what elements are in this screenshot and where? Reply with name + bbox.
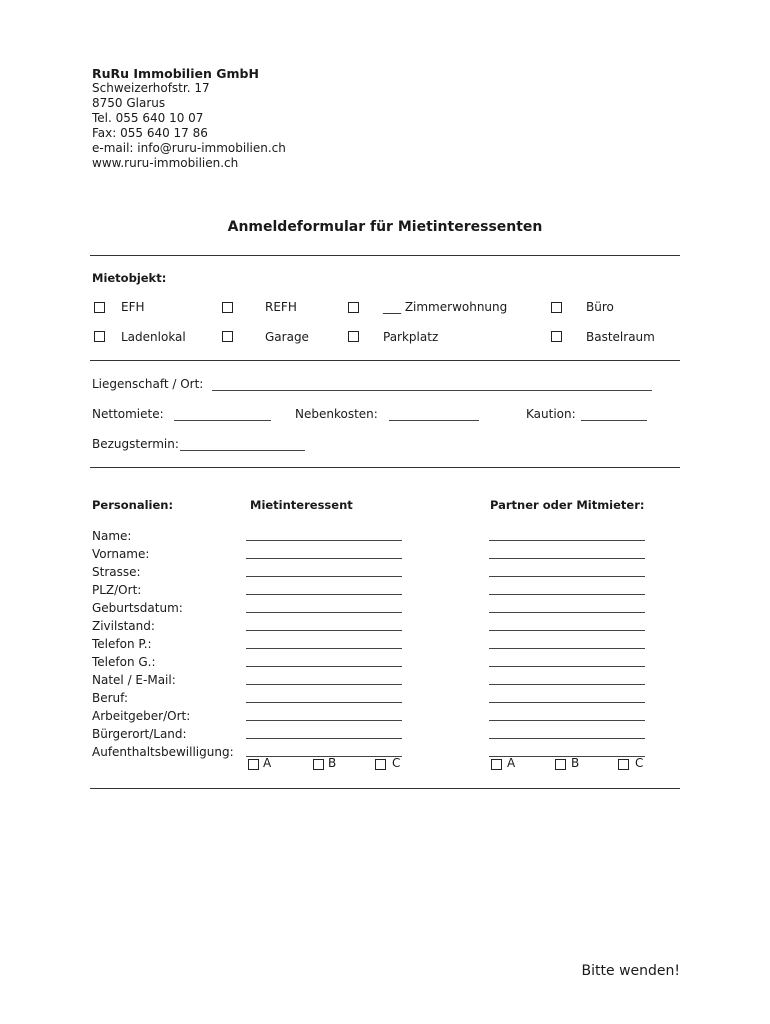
option-garage: Garage [265, 330, 309, 344]
personalien-field-labels [92, 527, 234, 761]
mietinteressent-permit-c-checkbox[interactable] [375, 759, 386, 770]
mietobjekt-label: Mietobjekt: [92, 271, 167, 285]
partner-natel-field[interactable] [489, 684, 645, 685]
option-bastelraum: Bastelraum [586, 330, 655, 344]
mietinteressent-buergerort-field[interactable] [246, 738, 402, 739]
mietinteressent-beruf-field[interactable] [246, 702, 402, 703]
liegenschaft-label: Liegenschaft / Ort: [92, 377, 204, 391]
kaution-label: Kaution: [526, 407, 576, 421]
bezugstermin-field[interactable] [180, 450, 305, 451]
divider-top [90, 255, 680, 256]
mietinteressent-permit-b-checkbox[interactable] [313, 759, 324, 770]
field-label-buergerort: Bürgerort/Land: [92, 727, 187, 741]
nebenkosten-field[interactable] [389, 420, 479, 421]
mietinteressent-vorname-field[interactable] [246, 558, 402, 559]
company-email: e-mail: info@ruru-immobilien.ch [92, 141, 286, 155]
option-buero: Büro [586, 300, 614, 314]
field-label-name: Name: [92, 529, 132, 543]
partner-strasse-field[interactable] [489, 576, 645, 577]
checkbox-refh[interactable] [222, 302, 233, 313]
nettomiete-field[interactable] [174, 420, 271, 421]
partner-arbeitgeber-field[interactable] [489, 720, 645, 721]
option-ladenlokal: Ladenlokal [121, 330, 186, 344]
checkbox-bastelraum[interactable] [551, 331, 562, 342]
mietinteressent-permit-c-label: C [392, 756, 401, 770]
mietinteressent-permit-a-label: A [263, 756, 272, 770]
checkbox-parkplatz[interactable] [348, 331, 359, 342]
mietinteressent-plz-ort-field[interactable] [246, 594, 402, 595]
field-label-telefon-p: Telefon P.: [92, 637, 152, 651]
company-tel: Tel. 055 640 10 07 [92, 111, 204, 125]
nebenkosten-label: Nebenkosten: [295, 407, 378, 421]
partner-permit-b-label: B [571, 756, 580, 770]
company-city: 8750 Glarus [92, 96, 166, 110]
mietinteressent-name-field[interactable] [246, 540, 402, 541]
partner-vorname-field[interactable] [489, 558, 645, 559]
option-zimmerwohnung: ___ Zimmerwohnung [383, 300, 508, 314]
checkbox-garage[interactable] [222, 331, 233, 342]
partner-buergerort-field[interactable] [489, 738, 645, 739]
company-web: www.ruru-immobilien.ch [92, 156, 239, 170]
partner-telefon-g-field[interactable] [489, 666, 645, 667]
kaution-field[interactable] [581, 420, 647, 421]
mietinteressent-header: Mietinteressent [250, 498, 353, 512]
divider-personalien [90, 788, 680, 789]
option-efh: EFH [121, 300, 145, 314]
partner-permit-a-checkbox[interactable] [491, 759, 502, 770]
partner-permit-c-label: C [635, 756, 644, 770]
partner-beruf-field[interactable] [489, 702, 645, 703]
field-label-beruf: Beruf: [92, 691, 128, 705]
company-fax: Fax: 055 640 17 86 [92, 126, 208, 140]
field-label-geburtsdatum: Geburtsdatum: [92, 601, 183, 615]
field-label-arbeitgeber: Arbeitgeber/Ort: [92, 709, 191, 723]
checkbox-zimmerwohnung[interactable] [348, 302, 359, 313]
liegenschaft-field[interactable] [212, 390, 652, 391]
mietinteressent-permit-a-checkbox[interactable] [248, 759, 259, 770]
field-label-natel-email: Natel / E-Mail: [92, 673, 176, 687]
nettomiete-label: Nettomiete: [92, 407, 164, 421]
mietinteressent-telefon-p-field[interactable] [246, 648, 402, 649]
partner-plz-ort-field[interactable] [489, 594, 645, 595]
form-title: Anmeldeformular für Mietinteressenten [227, 219, 543, 235]
company-street: Schweizerhofstr. 17 [92, 81, 210, 95]
partner-permit-c-checkbox[interactable] [618, 759, 629, 770]
checkbox-ladenlokal[interactable] [94, 331, 105, 342]
partner-name-field[interactable] [489, 540, 645, 541]
option-parkplatz: Parkplatz [383, 330, 439, 344]
field-label-vorname: Vorname: [92, 547, 150, 561]
mietinteressent-arbeitgeber-field[interactable] [246, 720, 402, 721]
field-label-zivilstand: Zivilstand: [92, 619, 155, 633]
option-refh: REFH [265, 300, 297, 314]
company-address [92, 66, 286, 171]
company-name: RuRu Immobilien GmbH [92, 66, 259, 81]
divider-details [90, 467, 680, 468]
checkbox-efh[interactable] [94, 302, 105, 313]
partner-permit-a-label: A [507, 756, 516, 770]
footer-note: Bitte wenden! [581, 963, 680, 979]
mietinteressent-permit-b-label: B [328, 756, 337, 770]
field-label-strasse: Strasse: [92, 565, 141, 579]
personalien-label: Personalien: [92, 498, 174, 512]
partner-zivilstand-field[interactable] [489, 630, 645, 631]
field-label-plz-ort: PLZ/Ort: [92, 583, 142, 597]
partner-geburtsdatum-field[interactable] [489, 612, 645, 613]
mietinteressent-geburtsdatum-field[interactable] [246, 612, 402, 613]
bezugstermin-label: Bezugstermin: [92, 437, 179, 451]
partner-telefon-p-field[interactable] [489, 648, 645, 649]
field-label-telefon-g: Telefon G.: [92, 655, 156, 669]
mietinteressent-strasse-field[interactable] [246, 576, 402, 577]
divider-mietobjekt [90, 360, 680, 361]
checkbox-buero[interactable] [551, 302, 562, 313]
field-label-aufenthaltsbewilligung: Aufenthaltsbewilligung: [92, 745, 234, 759]
partner-permit-b-checkbox[interactable] [555, 759, 566, 770]
mietinteressent-zivilstand-field[interactable] [246, 630, 402, 631]
partner-header: Partner oder Mitmieter: [490, 498, 645, 512]
mietinteressent-telefon-g-field[interactable] [246, 666, 402, 667]
mietinteressent-natel-field[interactable] [246, 684, 402, 685]
